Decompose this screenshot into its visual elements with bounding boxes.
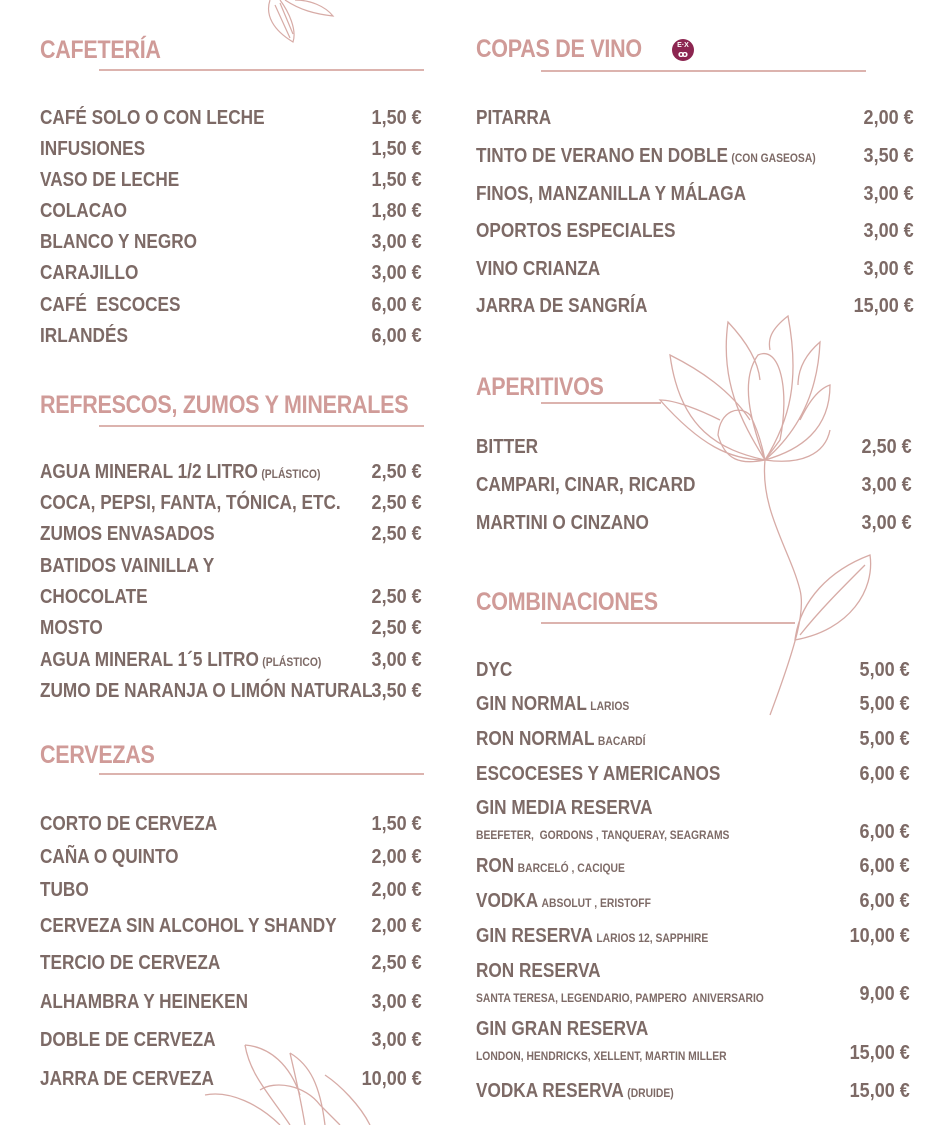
- item-note: (PLÁSTICO): [261, 467, 321, 481]
- item-price: 2,00 €: [371, 846, 422, 868]
- item-note: LARIOS 12, SAPPHIRE: [596, 931, 709, 945]
- item-name: COLACAO: [40, 200, 127, 222]
- item-name: BLANCO Y NEGRO: [40, 231, 198, 253]
- item-name: GIN NORMAL: [476, 693, 587, 715]
- item-price: 1,50 €: [371, 107, 422, 129]
- item-name: TUBO: [40, 879, 89, 901]
- item-price: 2,50 €: [371, 492, 422, 514]
- item-name: ESCOCESES Y AMERICANOS: [476, 763, 721, 785]
- item-name: CARAJILLO: [40, 262, 139, 284]
- item-name: INFUSIONES: [40, 138, 146, 160]
- item-name: CAFÉ ESCOCES: [40, 294, 181, 316]
- item-note: (CON GASEOSA): [731, 151, 816, 165]
- item-price: 1,50 €: [371, 169, 422, 191]
- item-price: 3,00 €: [863, 258, 914, 280]
- item-price: 5,00 €: [859, 728, 910, 750]
- item-price: 6,00 €: [859, 821, 910, 843]
- item-price: 15,00 €: [849, 1080, 910, 1102]
- item-brands: LONDON, HENDRICKS, XELLENT, MARTIN MILLER: [476, 1049, 727, 1063]
- item-price: 5,00 €: [859, 693, 910, 715]
- section-title-copas: COPAS DE VINO: [476, 35, 642, 63]
- item-name: ZUMO DE NARANJA O LIMÓN NATURAL: [40, 680, 373, 702]
- section-title-aperitivos: APERITIVOS: [476, 373, 604, 401]
- item-name: AGUA MINERAL 1´5 LITRO: [40, 649, 259, 671]
- item-price: 3,00 €: [863, 183, 914, 205]
- item-name: BATIDOS VAINILLA Y: [40, 555, 215, 577]
- item-price: 3,00 €: [861, 474, 912, 496]
- item-name: MOSTO: [40, 617, 103, 639]
- item-price: 3,00 €: [863, 220, 914, 242]
- item-note: BARCELÓ , CACIQUE: [517, 861, 625, 875]
- item-price: 10,00 €: [361, 1068, 422, 1090]
- item-name: DOBLE DE CERVEZA: [40, 1029, 216, 1051]
- divider-rule: [541, 402, 661, 404]
- item-name: CAFÉ SOLO O CON LECHE: [40, 107, 265, 129]
- section-title-refrescos: REFRESCOS, ZUMOS Y MINERALES: [40, 391, 409, 419]
- item-price: 9,00 €: [859, 983, 910, 1005]
- divider-rule: [99, 773, 424, 775]
- section-title-cervezas: CERVEZAS: [40, 741, 155, 769]
- item-price: 10,00 €: [849, 925, 910, 947]
- item-name: JARRA DE CERVEZA: [40, 1068, 214, 1090]
- item-name: RON NORMAL: [476, 728, 595, 750]
- item-price: 6,00 €: [859, 855, 910, 877]
- badge-top-text: E·X: [677, 41, 689, 49]
- item-price: 3,50 €: [371, 680, 422, 702]
- flower-illustration-top-icon: [255, 0, 335, 46]
- item-price: 2,50 €: [371, 586, 422, 608]
- item-price: 1,50 €: [371, 138, 422, 160]
- divider-rule: [541, 622, 795, 624]
- item-price: 6,00 €: [371, 325, 422, 347]
- item-note: LARIOS: [590, 699, 630, 713]
- item-name: COCA, PEPSI, FANTA, TÓNICA, ETC.: [40, 492, 341, 514]
- item-price: 3,00 €: [371, 991, 422, 1013]
- item-price: 3,00 €: [371, 649, 422, 671]
- item-price: 3,00 €: [371, 1029, 422, 1051]
- section-title-cafeteria: CAFETERÍA: [40, 36, 161, 64]
- item-name: VODKA RESERVA: [476, 1080, 624, 1102]
- item-price: 2,50 €: [371, 952, 422, 974]
- item-name: CAÑA O QUINTO: [40, 846, 179, 868]
- item-price: 2,50 €: [371, 617, 422, 639]
- item-name: MARTINI O CINZANO: [476, 512, 649, 534]
- item-name: VASO DE LECHE: [40, 169, 180, 191]
- item-name: GIN MEDIA RESERVA: [476, 797, 653, 819]
- item-note: ABSOLUT , ERISTOFF: [541, 896, 651, 910]
- section-title-combinaciones: COMBINACIONES: [476, 588, 658, 616]
- item-name: FINOS, MANZANILLA Y MÁLAGA: [476, 183, 747, 205]
- item-price: 15,00 €: [853, 295, 914, 317]
- item-name: OPORTOS ESPECIALES: [476, 220, 676, 242]
- item-name: DYC: [476, 659, 513, 681]
- item-name: TERCIO DE CERVEZA: [40, 952, 221, 974]
- item-name: VODKA: [476, 890, 539, 912]
- item-name: BITTER: [476, 436, 539, 458]
- item-price: 5,00 €: [859, 659, 910, 681]
- item-name: PITARRA: [476, 107, 552, 129]
- item-name: ZUMOS ENVASADOS: [40, 523, 215, 545]
- item-price: 1,50 €: [371, 813, 422, 835]
- item-price: 1,80 €: [371, 200, 422, 222]
- wine-glasses-icon: [672, 39, 694, 61]
- item-price: 6,00 €: [859, 763, 910, 785]
- item-name: CERVEZA SIN ALCOHOL Y SHANDY: [40, 915, 337, 937]
- item-name: RON RESERVA: [476, 960, 601, 982]
- divider-rule: [99, 69, 424, 71]
- item-name: CHOCOLATE: [40, 586, 148, 608]
- item-price: 3,00 €: [861, 512, 912, 534]
- item-name: AGUA MINERAL 1/2 LITRO: [40, 461, 258, 483]
- item-name: IRLANDÉS: [40, 325, 128, 347]
- divider-rule: [99, 425, 424, 427]
- item-price: 6,00 €: [859, 890, 910, 912]
- item-price: 3,00 €: [371, 262, 422, 284]
- item-name: CAMPARI, CINAR, RICARD: [476, 474, 696, 496]
- item-price: 2,50 €: [371, 523, 422, 545]
- item-name: JARRA DE SANGRÍA: [476, 295, 648, 317]
- item-name: TINTO DE VERANO EN DOBLE: [476, 145, 728, 167]
- item-price: 2,50 €: [861, 436, 912, 458]
- item-price: 15,00 €: [849, 1042, 910, 1064]
- item-name: VINO CRIANZA: [476, 258, 601, 280]
- item-name: RON: [476, 855, 515, 877]
- item-name: GIN GRAN RESERVA: [476, 1018, 649, 1040]
- item-note: BACARDÍ: [597, 734, 646, 748]
- item-brands: SANTA TERESA, LEGENDARIO, PAMPERO ANIVERSARIO: [476, 991, 764, 1005]
- item-note: (PLÁSTICO): [262, 655, 322, 669]
- item-price: 3,50 €: [863, 145, 914, 167]
- item-price: 2,00 €: [863, 107, 914, 129]
- item-price: 2,50 €: [371, 461, 422, 483]
- item-name: ALHAMBRA Y HEINEKEN: [40, 991, 249, 1013]
- badge-bottom-text: ꝏ: [678, 48, 688, 59]
- item-brands: BEEFETER, GORDONS , TANQUERAY, SEAGRAMS: [476, 828, 730, 842]
- divider-rule: [541, 70, 866, 72]
- item-name: CORTO DE CERVEZA: [40, 813, 218, 835]
- item-price: 6,00 €: [371, 294, 422, 316]
- item-note: (DRUIDE): [627, 1086, 674, 1100]
- item-name: GIN RESERVA: [476, 925, 593, 947]
- item-price: 2,00 €: [371, 915, 422, 937]
- item-price: 2,00 €: [371, 879, 422, 901]
- item-price: 3,00 €: [371, 231, 422, 253]
